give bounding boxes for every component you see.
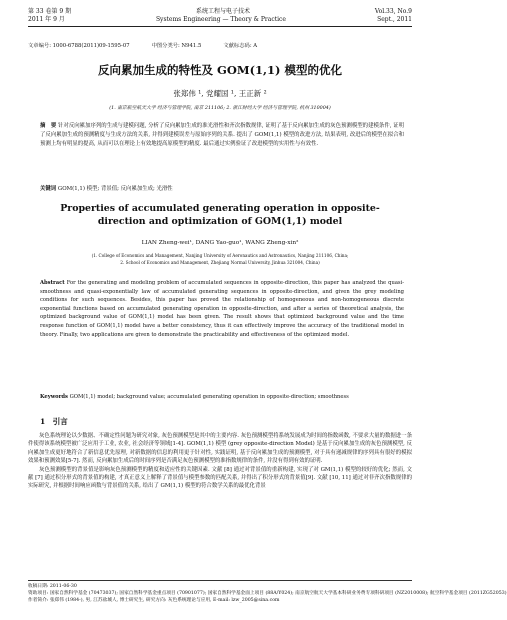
footnote [28, 580, 507, 604]
header-journal-en: Systems Engineering — Theory & Practice [155, 16, 286, 23]
header-journal-cn: 系统工程与电子技术 [195, 8, 250, 15]
keywords-chinese [40, 184, 404, 192]
article-meta [28, 41, 412, 49]
keywords-cn-text: GOM(1,1) 模型; 背景值; 反向累加生成; 光滑性 [57, 186, 173, 192]
title-english: Properties of accumulated generating operation in opposite-direction and optimization of GOM(1,1) model [60, 203, 380, 227]
keywords-english [40, 393, 404, 402]
footnote-received: 收稿日期: 2011-06-30 [28, 584, 77, 589]
keywords-en-text: GOM(1,1) model; background value; accumulated generating operation in opposite-direction; smoothness [69, 394, 349, 400]
authors-chinese: 张郑伟 ¹, 党耀国 ¹, 王正新 ² [173, 89, 267, 98]
title-chinese: 反向累加生成的特性及 GOM(1,1) 模型的优化 [98, 63, 342, 77]
header-date: 2011 年 9 月 [28, 16, 65, 23]
authors-english: LIAN Zheng-wei¹, DANG Yao-guo¹, WANG Zheng-xin² [141, 240, 299, 246]
abstract-cn-label: 摘 要 [40, 123, 57, 129]
document-code: 文献标志码: A [223, 43, 258, 49]
body-text [28, 432, 412, 491]
abstract-en-text: For the generating and modeling problem of accumulated sequences in opposite-direction, this paper has analyzed the quasi-smoothness and quasi-exponentially law of accumulated generating sequences in opposite-direction, and given the grey modeling conditions for such sequences. Besides, this paper has proved the relationship of homogeneous and non-homogeneous discrete exponential functions based on accumulated generating operation in opposite-direction, and after a series of theoretical analysis, the optimized background value of GOM(1,1) model has been given. The result shows that optimized background value and the time response function of GOM(1,1) model have a better consistency, thus it can effectively improve the accuracy of the traditional model in theory. Finally, two applications are given to demonstrate the practicability and effectiveness of the optimized model. [40, 280, 405, 338]
article-number: 文章编号: 1000-6788(2011)09-1595-07 [28, 43, 130, 49]
keywords-cn-label: 关键词 [40, 186, 57, 192]
affiliations-english [40, 253, 400, 266]
header-date-en: Sept., 2011 [377, 16, 412, 23]
header-rule [28, 26, 412, 27]
clc-number: 中图分类号: N941.5 [151, 43, 202, 49]
body-paragraph-2: 灰色预测模型的背景值是影响灰色预测模型的精度和适应性的关键因素. 文献 [8] 通过对背景值的重新构建, 实现了对 GM(1,1) 模型的较好的优化; 然而, 文献 [7] 通过积分形式的背景值的构建, 才真正意义上解释了背景值与模型参数的匹配关系, 并得出了积分形式的背景值[9]. 文献 [10, 11] 通过对非齐次指数规律的实际研究, 并根据时间响应函数与背景值的关系, 给出了 GM(1,1) 模型的符合数学关系的最优化背景 [28, 466, 412, 490]
affiliations-chinese: (1. 南京航空航天大学 经济与管理学院, 南京 211106; 2. 浙江财经大学 经济与管理学院, 杭州 310004) [109, 106, 331, 111]
header-volume-en: Vol.33, No.9 [374, 8, 412, 15]
running-header [28, 8, 412, 27]
keywords-en-label: Keywords [40, 394, 68, 400]
abstract-en-label: Abstract [40, 280, 65, 286]
affiliation-en-2: 2. School of Economics and Management, Zhejiang Normal University, Jinhua 321004, China) [120, 259, 320, 265]
header-volume: 第 33 卷第 9 期 [28, 8, 72, 15]
footnote-author: 作者简介: 张郑伟 (1984-), 男, 江苏盐城人, 博士研究生, 研究方向: 灰色系统理论与应用, E-mail: lzw_2005@sina.com [28, 598, 280, 603]
affiliation-en-1: (1. College of Economics and Management, Nanjing University of Aeronautics and Astronautics, Nanjing 211106, China; [91, 253, 349, 258]
section-heading-introduction: 1 引言 [40, 417, 68, 426]
abstract-chinese [40, 122, 404, 150]
abstract-english [40, 279, 404, 339]
footnote-fund: 资助项目: 国家自然科学基金 (70473037); 国家自然科学基金重点项目 (70901077); 国家自然科学基金面上项目 (88A/Y024); 南京航空航天大学基本科研业务费专项科研项目 (NZ2010008); 航空科学基金项目 (2011ZG52053) [28, 591, 507, 596]
abstract-cn-text: 针对反向累加序列的生成与建模问题, 分析了反向累加生成的准光滑性和齐次指数规律, 证明了基于反向累加生成的灰色预测模型的建模条件, 证明了反向累加生成的预测精度与生成方法的关系, 并得到建模误差与原始序列的关系. 提出了 GOM(1,1) 模型的改进方法, 结果表明, 改进后的模型在拟合和预测上均有明显的提高, 从而可以在理论上有效地提高原模型的精度. 最后通过实例验证了改进模型的实用性与有效性. [40, 123, 404, 148]
body-paragraph-1: 灰色系统理论以少数据、不确定性问题为研究对象, 灰色预测模型是其中的主要内容. 灰色预测模型将系统发展成为时间的指数函数, 不要求大量的数据进一条件使得该系统模型被广泛应用于工业, 农业, 社会经济等领域[1-4]. GOM(1,1) 模型 (grey opposite-direction Model) 是基于反向累加生成的灰色预测模型, 反向累加生成更好地符合了新信息优先原理, 对新数据的信息的利用更于针对性, 实践证明, 基于反向累加生成的预测模型, 对于具有递减规律的序列具有很好的模拟效果和预测效果[5-7]. 然而, 反向累加生成后的时间序列是否满足灰色预测模型的准指数规律的条件, 并没有得到有效的证明. [28, 433, 412, 465]
